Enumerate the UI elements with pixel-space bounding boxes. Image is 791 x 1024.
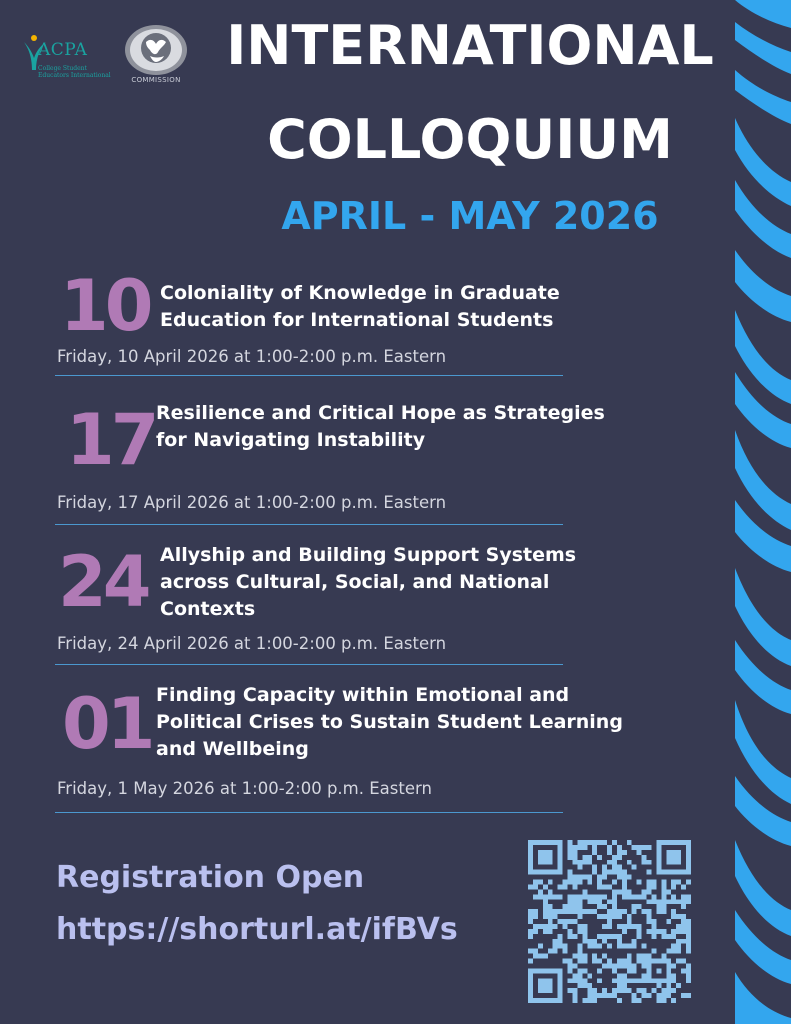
event-date: Friday, 1 May 2026 at 1:00-2:00 p.m. Eastern [57, 779, 432, 798]
event-day: 10 [60, 265, 150, 347]
globe-icon [124, 24, 188, 76]
divider [55, 812, 563, 813]
divider [55, 524, 563, 525]
event-day: 01 [62, 683, 152, 765]
date-range: APRIL - MAY 2026 [281, 194, 659, 238]
event-day: 17 [66, 399, 156, 481]
event-day: 24 [58, 541, 148, 623]
event-title: Finding Capacity within Emotional and Political Crises to Sustain Student Learning and Wellbeing [156, 684, 623, 760]
event-title: Allyship and Building Support Systems across Cultural, Social, and National Contexts [160, 544, 577, 620]
event-title: Coloniality of Knowledge in Graduate Education for International Students [160, 282, 560, 331]
event-date: Friday, 10 April 2026 at 1:00-2:00 p.m. Eastern [57, 347, 447, 366]
acpa-logo [14, 32, 114, 88]
divider [55, 375, 563, 376]
registration-label: Registration Open [56, 860, 365, 895]
event-title: Resilience and Critical Hope as Strategies for Navigating Instability [156, 402, 605, 451]
divider [55, 664, 563, 665]
title-line-1: INTERNATIONAL [226, 14, 714, 77]
commission-label: COMMISSION [131, 76, 181, 84]
event-date: Friday, 17 April 2026 at 1:00-2:00 p.m. Eastern [57, 493, 447, 512]
commission-logo [118, 22, 194, 92]
decorative-wave-stripe [735, 0, 791, 1024]
acpa-subtitle: College Student Educators International [38, 65, 111, 79]
qr-code-icon[interactable] [528, 840, 691, 1003]
acpa-name: ACPA [38, 40, 88, 60]
registration-link[interactable]: https://shorturl.at/ifBVs [56, 912, 458, 947]
title-line-2: COLLOQUIUM [267, 108, 673, 171]
event-date: Friday, 24 April 2026 at 1:00-2:00 p.m. Eastern [57, 634, 447, 653]
logo-group [14, 22, 204, 92]
